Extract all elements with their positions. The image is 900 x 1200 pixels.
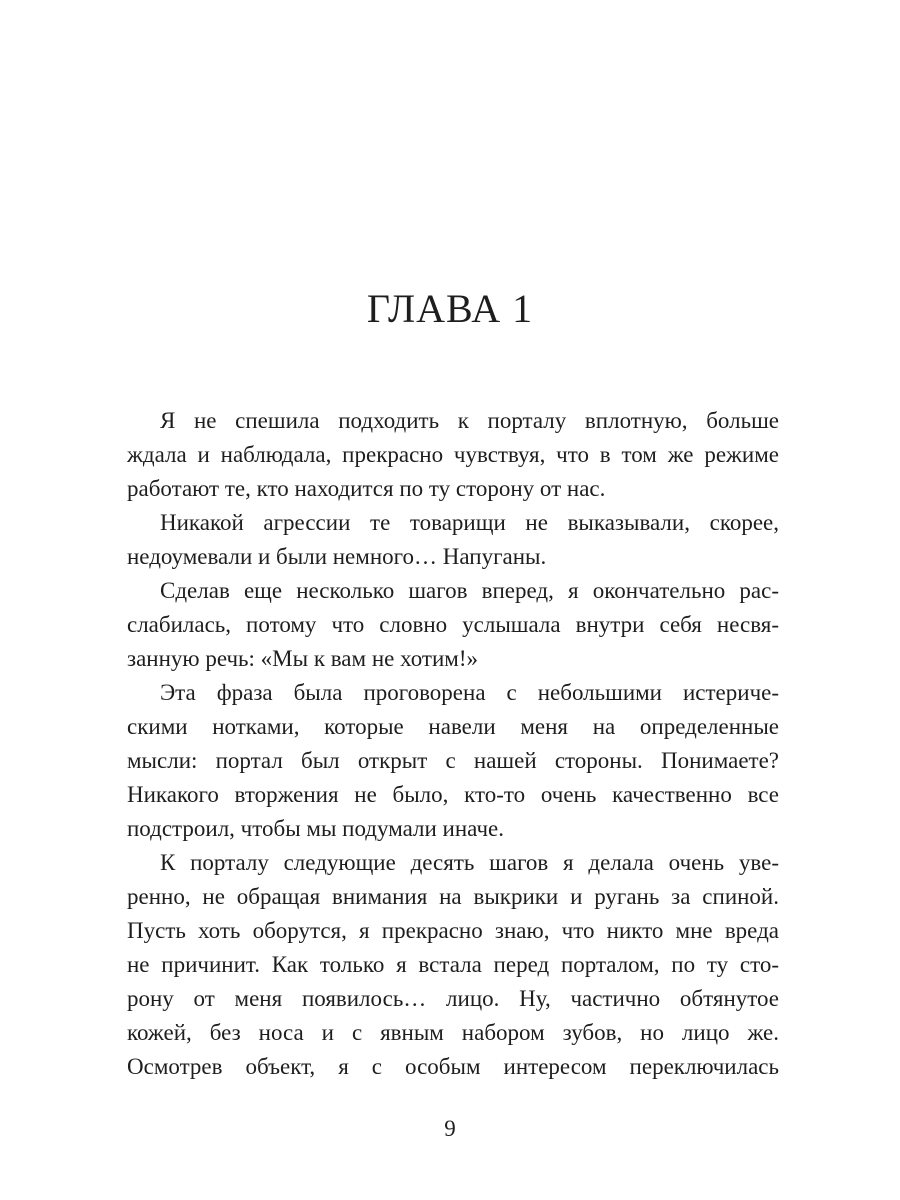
text-line: Пусть хоть оборутся, я прекрасно знаю, что никто мне вреда (127, 918, 779, 943)
text-line: работают те, кто находится по ту сторону от нас. (127, 476, 606, 501)
text-line: Сделав еще несколько шагов вперед, я окончательно рас- (160, 578, 779, 603)
text-line: слабилась, потому что словно услышала внутри себя несвя- (127, 612, 779, 637)
text-line: ренно, не обращая внимания на выкрики и ругань за спиной. (127, 884, 779, 909)
page-number: 9 (444, 1116, 456, 1141)
text-line: рону от меня появилось… лицо. Ну, частично обтянутое (127, 986, 779, 1011)
text-line: подстроил, чтобы мы подумали иначе. (127, 816, 504, 841)
chapter-heading: ГЛАВА 1 (366, 286, 534, 331)
text-line: ждала и наблюдала, прекрасно чувствуя, что в том же режиме (127, 442, 779, 467)
text-line: К порталу следующие десять шагов я делала очень уве- (160, 850, 779, 875)
text-line: Осмотрев объект, я с особым интересом переключилась (127, 1054, 779, 1079)
text-line: кожей, без носа и с явным набором зубов, но лицо же. (127, 1020, 779, 1045)
paragraph (127, 404, 779, 506)
text-line: Эта фраза была проговорена с небольшими истериче- (160, 680, 779, 705)
body-text-block (127, 404, 779, 1084)
text-line: скими нотками, которые навели меня на определенные (127, 714, 779, 739)
paragraph (127, 506, 779, 574)
paragraph (127, 676, 779, 846)
paragraph (127, 846, 779, 1084)
text-line: не причинит. Как только я встала перед порталом, по ту сто- (127, 952, 779, 977)
paragraph (127, 574, 779, 676)
text-line: занную речь: «Мы к вам не хотим!» (127, 646, 478, 671)
text-line: недоумевали и были немного… Напуганы. (127, 544, 547, 569)
text-line: Никакой агрессии те товарищи не выказывали, скорее, (160, 510, 779, 535)
text-line: мысли: портал был открыт с нашей стороны. Понимаете? (127, 748, 779, 773)
text-line: Я не спешила подходить к порталу вплотную, больше (160, 408, 779, 433)
text-line: Никакого вторжения не было, кто-то очень качественно все (127, 782, 779, 807)
